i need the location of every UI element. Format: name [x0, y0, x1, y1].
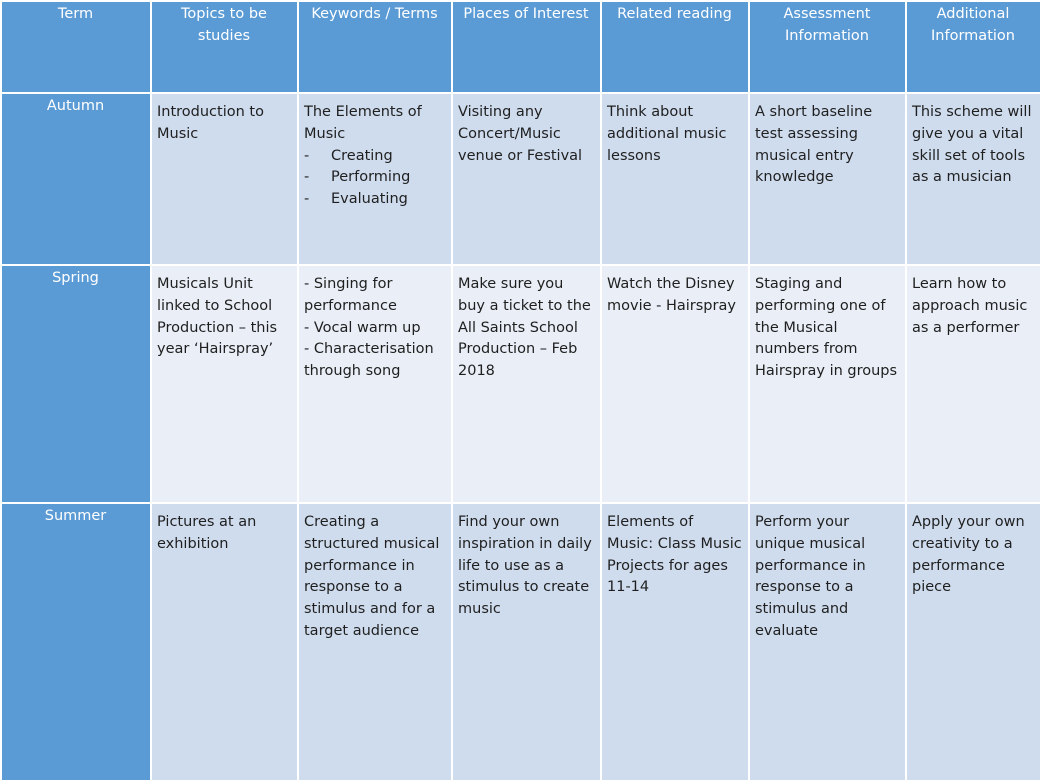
keyword-line: - Singing for performance [304, 276, 397, 314]
reading-cell: Elements of Music: Class Music Projects for ages 11-14 [601, 503, 749, 781]
keywords-cell [298, 93, 452, 265]
reading-cell: Watch the Disney movie - Hairspray [601, 265, 749, 503]
topics-cell: Musicals Unit linked to School Production – this year ‘Hairspray’ [151, 265, 298, 503]
header-places: Places of Interest [452, 1, 601, 93]
header-keywords: Keywords / Terms [298, 1, 452, 93]
dash-marker: - [304, 191, 310, 208]
topics-cell: Introduction to Music [151, 93, 298, 265]
term-cell: Summer [1, 503, 151, 781]
places-cell: Make sure you buy a ticket to the All Saints School Production – Feb 2018 [452, 265, 601, 503]
assessment-cell: A short baseline test assessing musical entry knowledge [749, 93, 906, 265]
keyword-item: Performing [331, 169, 411, 186]
header-topics: Topics to be studies [151, 1, 298, 93]
additional-cell: This scheme will give you a vital skill set of tools as a musician [906, 93, 1040, 265]
keyword-line: - Characterisation through song [304, 341, 434, 380]
assessment-cell: Staging and performing one of the Musical numbers from Hairspray in groups [749, 265, 906, 503]
reading-cell: Think about additional music lessons [601, 93, 749, 265]
topics-cell: Pictures at an exhibition [151, 503, 298, 781]
additional-cell: Apply your own creativity to a performance piece [906, 503, 1040, 781]
header-row [1, 1, 1040, 93]
keywords-title: The Elements of Music [304, 104, 422, 142]
header-reading: Related reading [601, 1, 749, 93]
assessment-cell: Perform your unique musical performance in response to a stimulus and evaluate [749, 503, 906, 781]
places-cell: Visiting any Concert/Music venue or Festival [452, 93, 601, 265]
header-additional: Additional Information [906, 1, 1040, 93]
keyword-item: Creating [331, 147, 393, 164]
list-item [304, 189, 445, 211]
term-cell: Autumn [1, 93, 151, 265]
dash-marker: - [304, 169, 310, 186]
table-row [1, 503, 1040, 781]
places-cell: Find your own inspiration in daily life to use as a stimulus to create music [452, 503, 601, 781]
term-cell: Spring [1, 265, 151, 503]
table-row [1, 265, 1040, 503]
additional-cell: Learn how to approach music as a performer [906, 265, 1040, 503]
header-term: Term [1, 1, 151, 93]
keyword-item: Evaluating [331, 191, 408, 208]
keywords-cell [298, 265, 452, 503]
keywords-cell: Creating a structured musical performance in response to a stimulus and for a target audience [298, 503, 452, 781]
dash-marker: - [304, 147, 310, 164]
list-item [304, 146, 445, 168]
header-assessment: Assessment Information [749, 1, 906, 93]
keyword-line: - Vocal warm up [304, 319, 421, 336]
table-row [1, 93, 1040, 265]
list-item [304, 167, 445, 189]
